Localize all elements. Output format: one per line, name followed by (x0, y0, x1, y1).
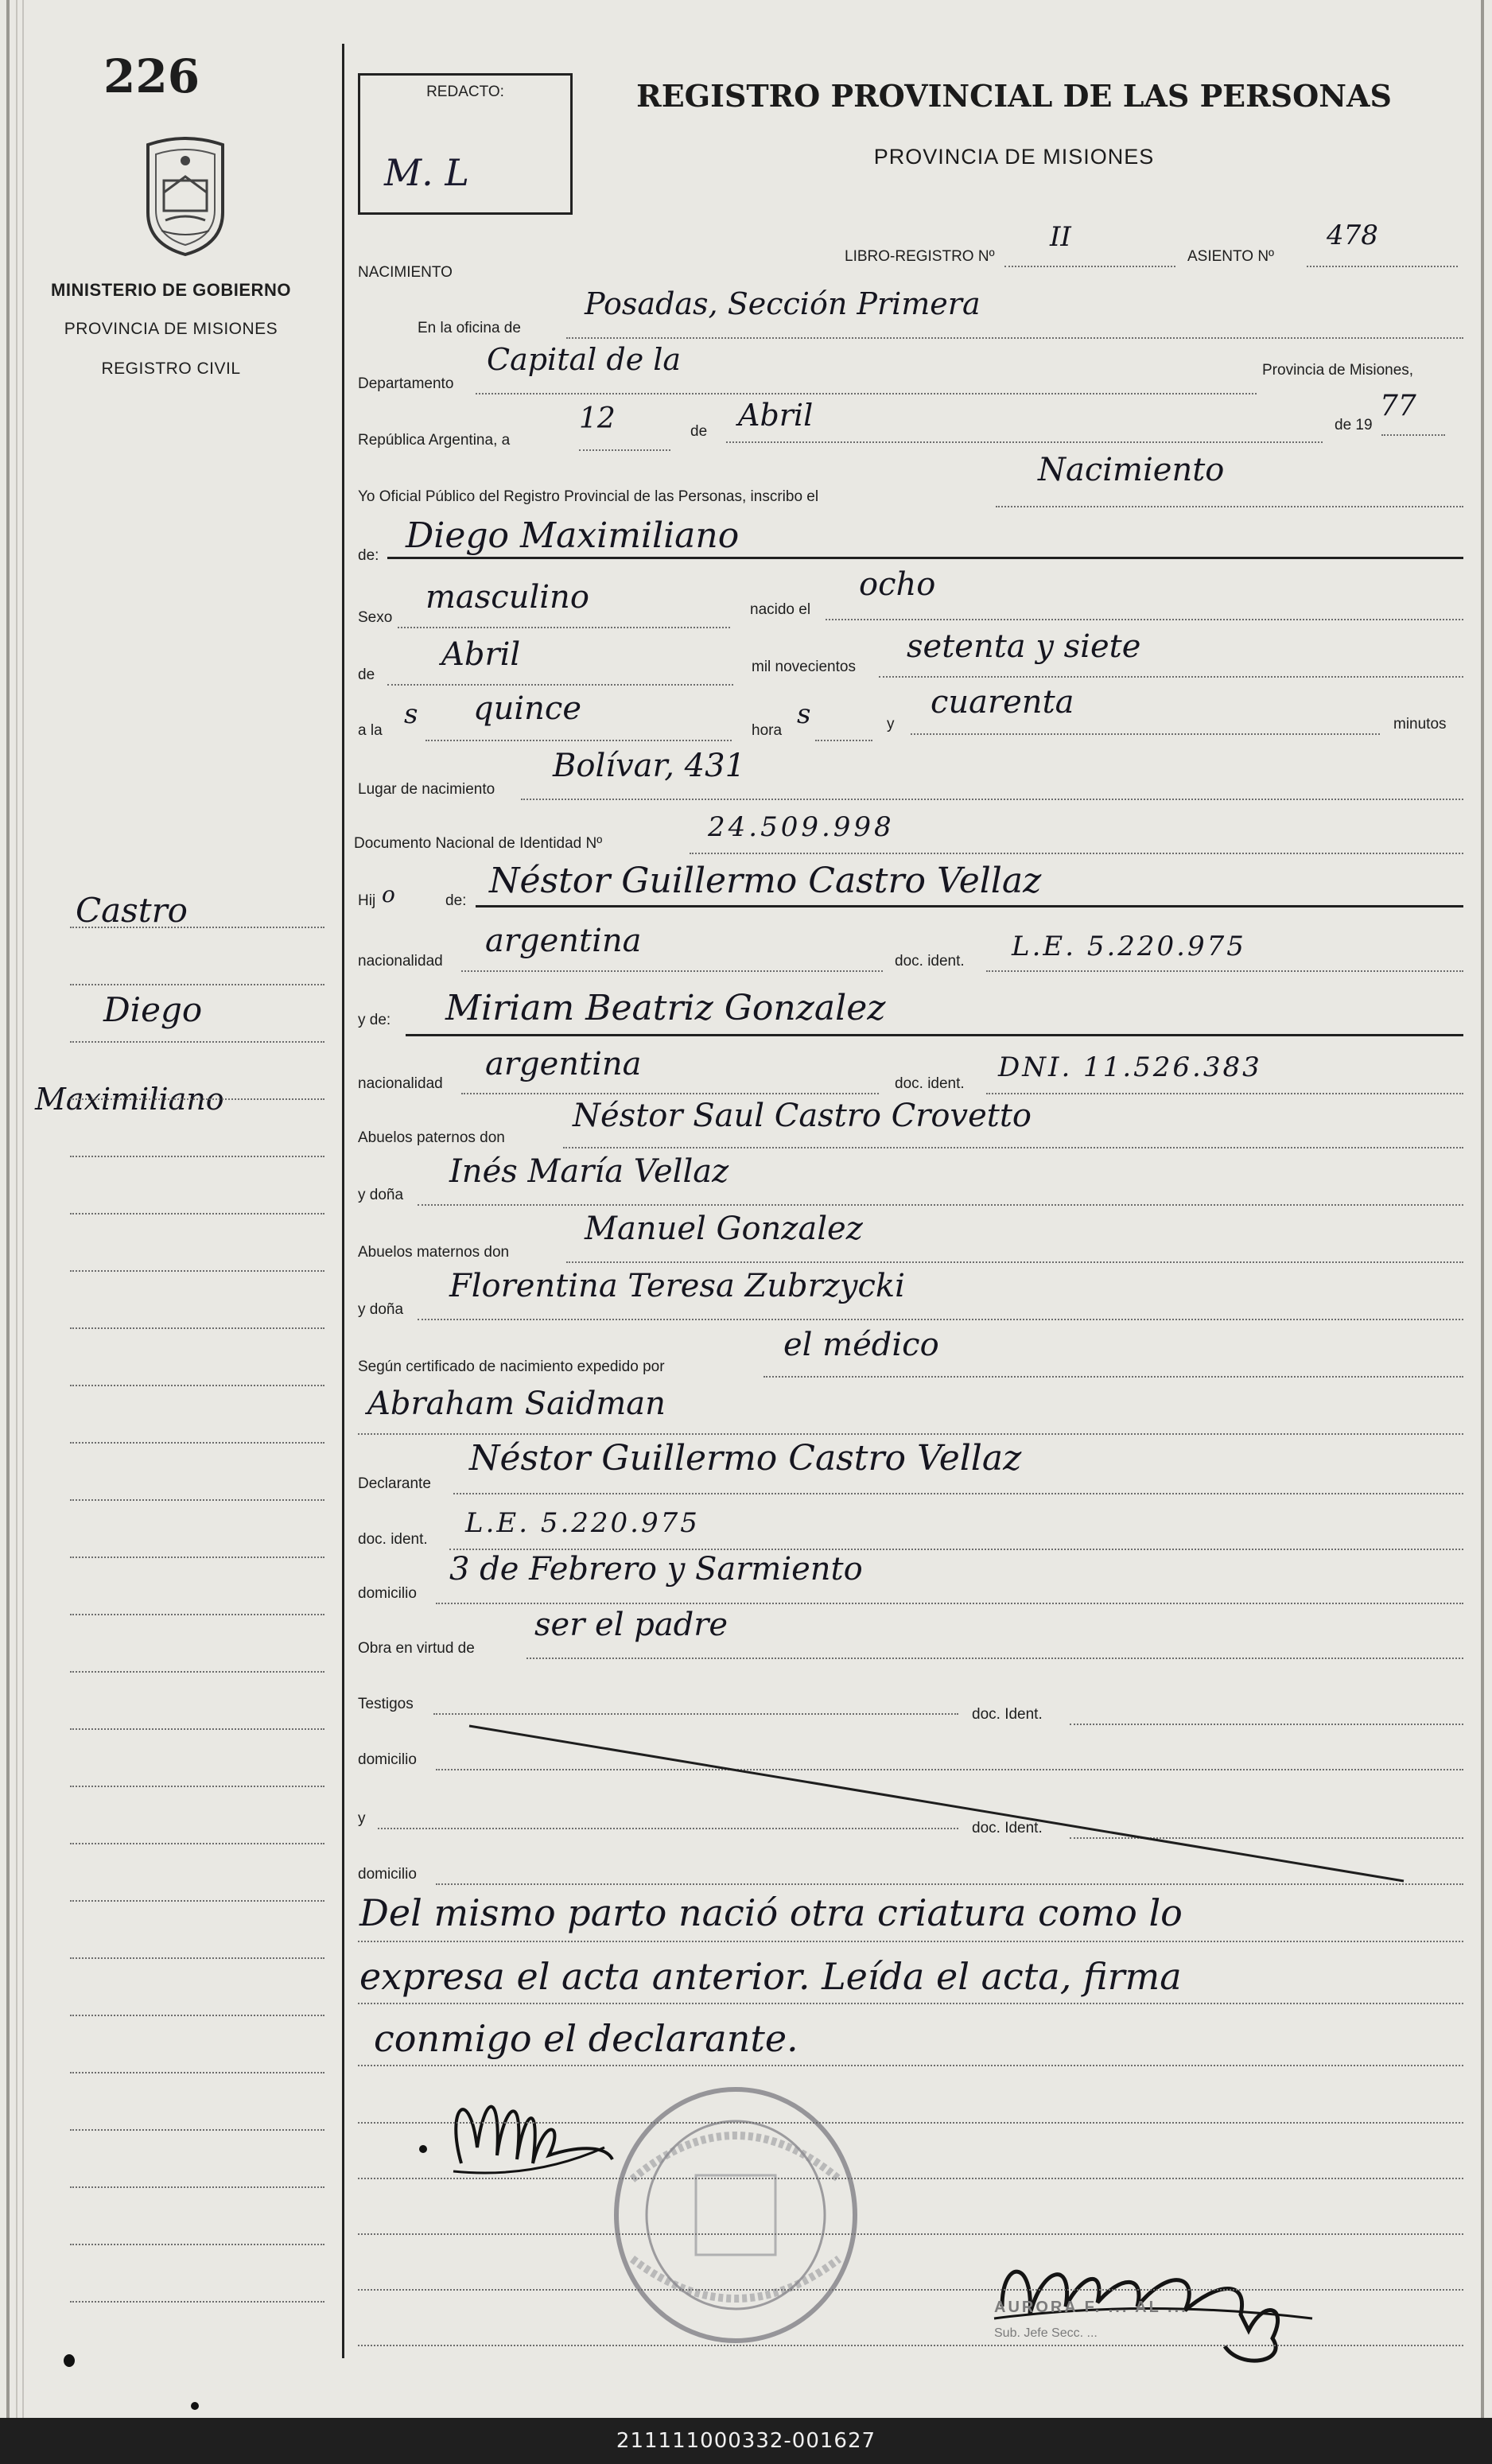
ruled-line (70, 1900, 324, 1902)
month-value: Abril (738, 398, 814, 433)
province-label: PROVINCIA DE MISIONES (64, 320, 278, 338)
provincia-label: Provincia de Misiones, (1262, 362, 1414, 379)
certificado-value: el médico (783, 1327, 939, 1363)
hijo-label: Hij (358, 892, 376, 909)
observation-line-2: expresa el acta anterior. Leída el acta, firma (359, 1955, 1182, 1998)
obra-label: Obra en virtud de (358, 1640, 475, 1657)
father-nationality-value: argentina (485, 923, 642, 959)
year-value: 77 (1380, 390, 1416, 422)
strike-through-line (461, 1710, 1416, 1901)
ruled-line (70, 927, 324, 928)
oficina-value: Posadas, Sección Primera (585, 286, 981, 321)
horas-label: hora (752, 722, 783, 739)
ruled-line (70, 1671, 324, 1673)
paternal-grandfather-value: Néstor Saul Castro Crovetto (573, 1098, 1032, 1134)
ruled-line (70, 1385, 324, 1386)
act-type-label: NACIMIENTO (358, 264, 453, 281)
de-name-label: de: (358, 547, 379, 564)
year-words-value: setenta y siete (907, 628, 1141, 665)
column-divider (342, 44, 344, 2358)
ruled-line (70, 1957, 324, 1959)
libro-value: II (1050, 221, 1071, 253)
ruled-line (70, 1728, 324, 1730)
birth-month-value: Abril (441, 636, 521, 673)
ruled-line (70, 1327, 324, 1329)
sexo-value: masculino (425, 579, 589, 616)
image-code: 211111000332-001627 (616, 2429, 876, 2453)
asiento-label: ASIENTO Nº (1187, 248, 1274, 265)
maternal-grandmother-value: Florentina Teresa Zubrzycki (449, 1268, 905, 1304)
nacido-value: ocho (859, 566, 936, 603)
declarante-value: Néstor Guillermo Castro Vellaz (469, 1438, 1022, 1479)
ruled-line (70, 2072, 324, 2073)
de-label: de (690, 423, 708, 440)
ruled-line (70, 984, 324, 985)
day-value: 12 (579, 402, 616, 435)
ruled-line (70, 1213, 324, 1215)
dni-label: Documento Nacional de Identidad Nº (354, 835, 603, 852)
medico-value: Abraham Saidman (367, 1386, 666, 1422)
civil-registry-label: REGISTRO CIVIL (101, 359, 241, 378)
father-name-value: Néstor Guillermo Castro Vellaz (489, 861, 1042, 901)
ruled-line (70, 1499, 324, 1501)
y-label: y (887, 716, 895, 733)
ruled-line (358, 2122, 1463, 2124)
asiento-value: 478 (1327, 220, 1378, 251)
hijo-suffix: o (382, 881, 395, 907)
ruled-line (70, 1786, 324, 1787)
ruled-line (70, 2015, 324, 2016)
ruled-line (70, 1270, 324, 1272)
margin-middle-name: Maximiliano (35, 1082, 224, 1117)
ministry-label: MINISTERIO DE GOBIERNO (51, 280, 291, 300)
father-doc-value: L.E. 5.220.975 (1012, 931, 1246, 962)
lugar-value: Bolívar, 431 (553, 748, 746, 784)
ruled-line (70, 2301, 324, 2303)
testigo2-label: y (358, 1810, 366, 1827)
lugar-label: Lugar de nacimiento (358, 781, 495, 798)
obra-value: ser el padre (534, 1607, 729, 1643)
minutos-label: minutos (1393, 716, 1447, 733)
ruled-line (70, 2244, 324, 2245)
testigo1-doc-label: doc. Ident. (972, 1706, 1043, 1723)
ruled-line (358, 2289, 1463, 2291)
oficial-label: Yo Oficial Público del Registro Provincial de las Personas, inscribo el (358, 488, 819, 505)
certificado-label: Según certificado de nacimiento expedido por (358, 1358, 665, 1375)
nacido-label: nacido el (750, 601, 811, 618)
observation-line-3: conmigo el declarante. (374, 2017, 798, 2060)
paternal-grandmother-label: y doña (358, 1187, 404, 1203)
maternal-grandfather-value: Manuel Gonzalez (585, 1211, 863, 1247)
ruled-line (70, 1098, 324, 1100)
paternal-grandfather-label: Abuelos paternos don (358, 1129, 505, 1146)
child-name-value: Diego Maximiliano (406, 515, 740, 556)
minutes-value: cuarenta (931, 684, 1074, 721)
page-title: REGISTRO PROVINCIAL DE LAS PERSONAS (636, 78, 1392, 114)
de-month-label: de (358, 667, 375, 683)
mother-doc-label: doc. ident. (895, 1075, 965, 1092)
maternal-grandfather-label: Abuelos maternos don (358, 1244, 510, 1261)
ruled-line (358, 2345, 1463, 2346)
horas-suffix: s (797, 698, 811, 730)
ruled-line (358, 2233, 1463, 2235)
official-name: AURORA F. ... AL ... (994, 2299, 1188, 2316)
ink-mark (64, 2354, 75, 2367)
father-doc-label: doc. ident. (895, 953, 965, 970)
ruled-line (358, 2178, 1463, 2179)
redacto-label: REDACTO: (426, 84, 504, 100)
testigo2-domicilio-label: domicilio (358, 1866, 417, 1883)
dni-value: 24.509.998 (708, 811, 895, 843)
page-edge (1481, 0, 1484, 2418)
hijo-de-label: de: (445, 892, 467, 909)
margin-surname: Castro (76, 891, 188, 930)
departamento-label: Departamento (358, 375, 454, 392)
ruled-line (70, 1557, 324, 1558)
act-value: Nacimiento (1038, 452, 1225, 488)
page-number: 226 (103, 49, 200, 103)
ruled-line (70, 1843, 324, 1844)
domicilio-value: 3 de Febrero y Sarmiento (449, 1551, 863, 1588)
ruled-line (70, 1614, 324, 1615)
ruled-line (70, 1041, 324, 1043)
margin-first-name: Diego (103, 990, 203, 1029)
alas-suffix: s (404, 698, 418, 730)
mother-label: y de: (358, 1012, 391, 1028)
redacto-box (358, 73, 573, 215)
maternal-grandmother-label: y doña (358, 1301, 404, 1318)
declarante-label: Declarante (358, 1475, 431, 1492)
ink-mark (191, 2402, 199, 2410)
mother-name-value: Miriam Beatriz Gonzalez (445, 988, 886, 1028)
year-prefix-label: de 19 (1335, 417, 1373, 433)
ruled-line (70, 2129, 324, 2131)
provincial-seal-icon (142, 137, 229, 256)
departamento-value: Capital de la (487, 342, 682, 377)
oficina-label: En la oficina de (418, 320, 521, 336)
mil-label: mil novecientos (752, 659, 856, 675)
ruled-line (70, 2186, 324, 2188)
father-nationality-label: nacionalidad (358, 953, 443, 970)
testigo2-doc-label: doc. Ident. (972, 1820, 1043, 1836)
libro-label: LIBRO-REGISTRO Nº (845, 248, 995, 265)
mother-doc-value: DNI. 11.526.383 (998, 1051, 1262, 1083)
hour-value: quince (473, 690, 581, 727)
ruled-line (70, 1442, 324, 1444)
declarante-doc-label: doc. ident. (358, 1531, 428, 1548)
ruled-line (70, 1156, 324, 1157)
official-title: Sub. Jefe Secc. ... (994, 2326, 1098, 2340)
sexo-label: Sexo (358, 609, 393, 626)
declarant-signature (414, 2060, 620, 2195)
observation-line-1: Del mismo parto nació otra criatura como lo (359, 1891, 1183, 1934)
domicilio-label: domicilio (358, 1585, 417, 1602)
alas-label: a la (358, 722, 383, 739)
declarante-doc-value: L.E. 5.220.975 (465, 1507, 700, 1539)
mother-nationality-label: nacionalidad (358, 1075, 443, 1092)
mother-nationality-value: argentina (485, 1046, 642, 1082)
testigos-label: Testigos (358, 1696, 414, 1712)
redacto-initials: M. L (384, 151, 469, 194)
republica-label: República Argentina, a (358, 432, 511, 449)
paternal-grandmother-value: Inés María Vellaz (449, 1153, 729, 1190)
testigo1-domicilio-label: domicilio (358, 1751, 417, 1768)
page-subtitle: PROVINCIA DE MISIONES (873, 145, 1155, 169)
